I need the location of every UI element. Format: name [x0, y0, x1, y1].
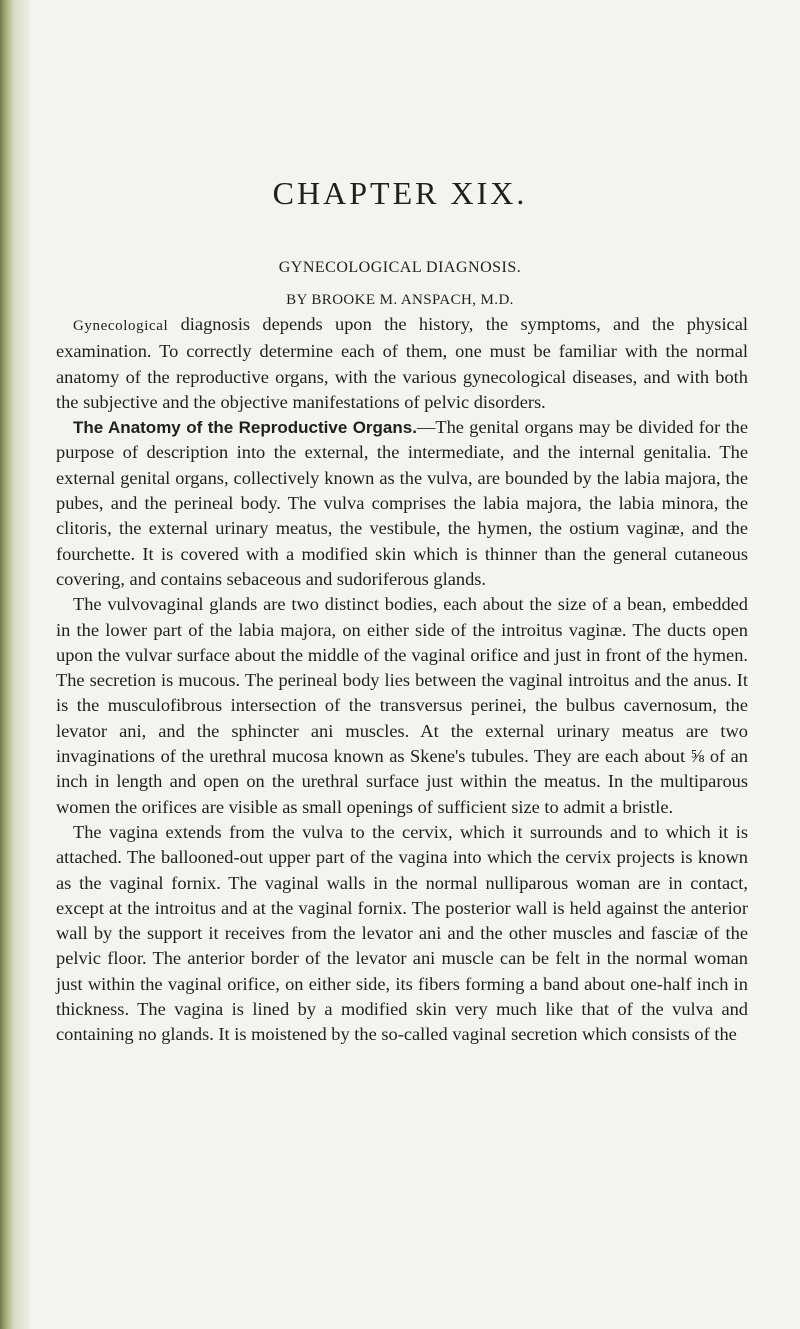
paragraph-vagina — [56, 820, 748, 1048]
lead-word: Gynecological — [73, 318, 169, 334]
paragraph-text: —The genital organs may be divided for the purpose of description into the external, the intermediate, and the internal genitalia. The external genital organs, collectively known as the vulva, are bounded by the labia majora, the pubes, and the perineal body. The vulva comprises the labia majora, the labia minora, the clitoris, the external urinary meatus, the vestibule, the hymen, the ostium vaginæ, and the fourchette. It is covered with a modified skin which is thinner than the general cutaneous covering, and contains sebaceous and sudoriferous glands. — [56, 417, 748, 589]
paragraph-anatomy — [56, 415, 748, 592]
paragraph-text: The vulvovaginal glands are two distinct bodies, each about the size of a bean, embedded in the lower part of the labia majora, on either side of the introitus vaginæ. The ducts open upon the vulvar surface about the middle of the vaginal orifice and just in front of the hymen. The secretion is mucous. The perineal body lies between the vaginal introitus and the anus. It is the musculofibrous intersection of the transversus perinei, the bulbus cavernosum, the levator ani, and the sphincter ani muscles. At the external urinary meatus are two invaginations of the urethral mucosa known as Skene's tubules. They are each about ⅝ of an inch in length and open on the urethral surface just within the meatus. In the multiparous women the orifices are visible as small openings of sufficient size to admit a bristle. — [56, 594, 748, 817]
paragraph-intro — [56, 312, 748, 415]
subsection-heading: The Anatomy of the Reproductive Organs. — [73, 418, 417, 438]
chapter-title: CHAPTER XIX. — [272, 175, 528, 211]
body-text — [56, 312, 748, 1048]
paragraph-text: diagnosis depends upon the history, the symptoms, and the physical examination. To correctly determine each of them, one must be familiar with the normal anatomy of the reproductive organs, with the various gynecological diseases, and with both the subjective and the objective manifestations of pelvic disorders. — [56, 314, 748, 412]
paragraph-text: The vagina extends from the vulva to the cervix, which it surrounds and to which it is attached. The ballooned-out upper part of the vagina into which the cervix projects is known as the vaginal fornix. The vaginal walls in the normal nulliparous woman are in contact, except at the introitus and at the vaginal fornix. The posterior wall is held against the anterior wall by the support it receives from the levator ani and the other muscles and fasciæ of the pelvic floor. The anterior border of the levator ani muscle can be felt in the normal woman just within the vaginal orifice, on either side, its fibers forming a band about one-half inch in thickness. The vagina is lined by a modified skin very much like that of the vulva and containing no glands. It is moistened by the so-called vaginal secretion which consists of the — [56, 821, 748, 1045]
section-title: GYNECOLOGICAL DIAGNOSIS. — [278, 259, 522, 276]
author-byline: BY BROOKE M. ANSPACH, M.D. — [286, 292, 514, 308]
paragraph-vulvovaginal-glands — [56, 592, 748, 820]
